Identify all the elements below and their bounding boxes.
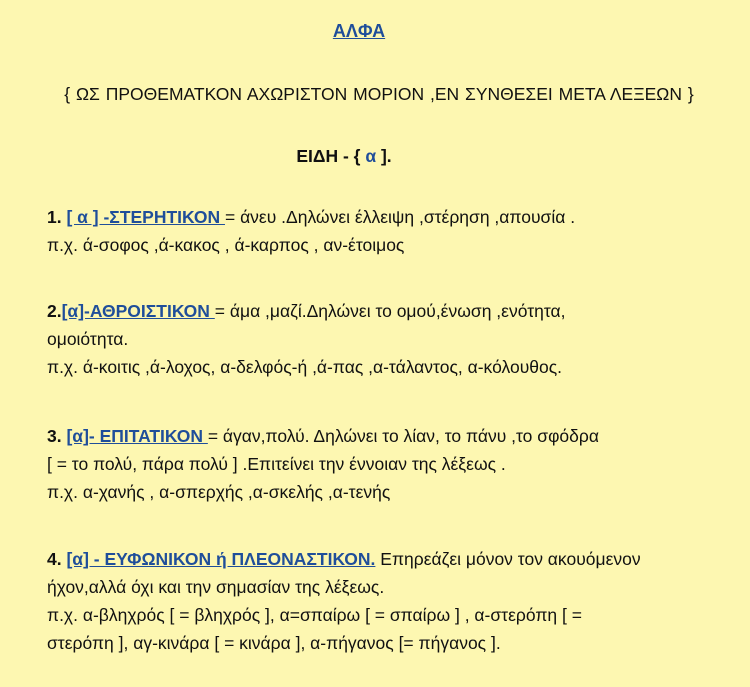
section-number: 2. [47,301,62,321]
section-term: [α]- ΕΠΙΤΑΤΙΚΟΝ [66,426,208,446]
section-text: ομοιότητα. [47,329,129,349]
types-heading-prefix: ΕΙΔΗ - { [296,146,361,166]
types-heading-alpha: α [365,146,377,166]
section-text: π.χ. ά-κοιτις ,ά-λοχος, α-δελφός-ή ,ά-πας ,α-τάλαντος, α-κόλουθος. [47,357,563,377]
section-text: Επηρεάζει μόνον τον ακουόμενον [375,549,641,569]
section-copulative [47,297,730,381]
section-term: [α]-ΑΘΡΟΙΣΤΙΚΟΝ [61,301,215,321]
section-text: [ = το πολύ, πάρα πολύ ] .Επιτείνει την έννοιαν της λέξεως . [47,454,506,474]
section-text: = άνευ .Δηλώνει έλλειψη ,στέρηση ,απουσία . [224,207,576,227]
types-heading [0,146,688,167]
section-number: 4. [47,549,62,569]
section-first-line [47,297,730,325]
section-number: 3. [47,426,62,446]
section-first-line [47,545,730,573]
section-number: 1. [47,207,62,227]
types-heading-suffix: ]. [380,146,392,166]
section-text: π.χ. α-χανής , α-σπερχής ,α-σκελής ,α-τενής [47,482,391,502]
section-text: = άμα ,μαζί.Δηλώνει το ομού,ένωση ,ενότητα, [214,301,566,321]
section-text: στερόπη ], αγ-κινάρα [ = κινάρα ], α-πήγανος [= πήγανος ]. [47,633,501,653]
section-term: [α] - ΕΥΦΩΝΙΚΟΝ ή ΠΛΕΟΝΑΣΤΙΚΟΝ. [66,549,376,569]
section-term: [ α ] -ΣΤΕΡΗΤΙΚΟΝ [66,207,225,227]
section-text: π.χ. ά-σοφος ,ά-κακος , ά-καρπος , αν-έτοιμος [47,235,405,255]
section-first-line [47,203,730,231]
section-privative [47,203,730,259]
page-title: ΑΛΦΑ [332,21,386,41]
section-euphonic [47,545,730,657]
section-first-line [47,422,730,450]
section-text: ήχον,αλλά όχι και την σημασίαν της λέξεως. [47,577,385,597]
section-text: π.χ. α-βληχρός [ = βληχρός ], α=σπαίρω [ = σπαίρω ] , α-στερόπη [ = [47,605,582,625]
section-text: = άγαν,πολύ. Δηλώνει το λίαν, το πάνυ ,το σφόδρα [207,426,599,446]
section-intensive [47,422,730,506]
subtitle: { ΩΣ ΠΡΟΘΕΜΑΤΚΟΝ ΑΧΩΡΙΣΤΟΝ ΜΟΡΙΟΝ ,ΕΝ ΣΥΝΘΕΣΕΙ ΜΕΤΑ ΛΕΞΕΩΝ } [64,84,694,104]
